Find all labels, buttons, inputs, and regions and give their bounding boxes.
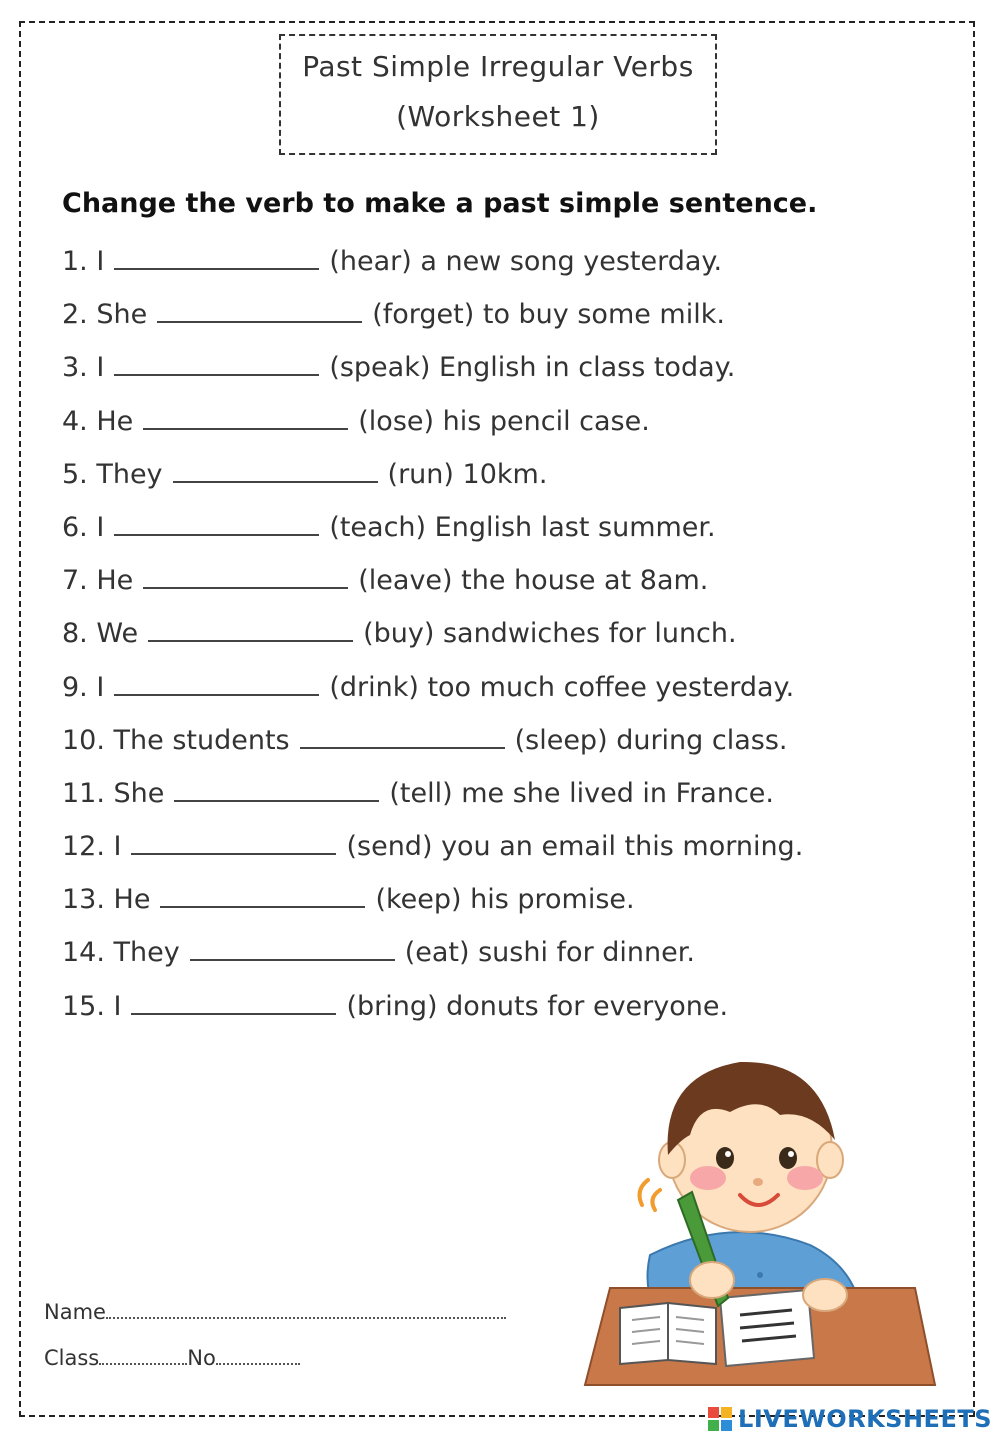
question-prefix: 11. She (62, 777, 165, 809)
logo-blocks-icon (708, 1407, 734, 1431)
answer-blank[interactable] (114, 246, 319, 270)
question-suffix: (hear) a new song yesterday. (329, 246, 723, 277)
class-label: Class (44, 1346, 100, 1370)
question-prefix: 5. They (62, 458, 163, 490)
name-field[interactable] (106, 1297, 506, 1319)
question-suffix: (teach) English last summer. (329, 511, 716, 543)
question-suffix: (send) you an email this morning. (346, 831, 804, 863)
question-suffix: (bring) donuts for everyone. (346, 990, 729, 1022)
class-field[interactable] (99, 1343, 187, 1365)
number-field[interactable] (216, 1343, 300, 1365)
question-suffix: (eat) sushi for dinner. (404, 937, 695, 969)
open-book (620, 1303, 668, 1364)
question-prefix: 6. I (62, 511, 105, 543)
answer-blank[interactable] (143, 565, 348, 589)
question-prefix: 12. I (62, 831, 122, 863)
brand-name: LIVEWORKSHEETS (738, 1405, 992, 1433)
answer-blank[interactable] (160, 884, 365, 908)
answer-blank[interactable] (157, 299, 362, 323)
question-prefix: 3. I (62, 352, 105, 384)
boy-writing-illustration (580, 1040, 940, 1390)
question-item (62, 931, 803, 984)
question-item (62, 506, 803, 559)
answer-blank[interactable] (190, 937, 395, 961)
question-prefix: 14. They (62, 937, 180, 969)
paper-sheet (720, 1290, 814, 1366)
answer-blank[interactable] (300, 725, 505, 749)
answer-blank[interactable] (131, 991, 336, 1015)
question-item (62, 772, 803, 825)
question-prefix: 8. We (62, 618, 139, 650)
answer-blank[interactable] (114, 672, 319, 696)
question-item (62, 453, 803, 506)
answer-blank[interactable] (131, 831, 336, 855)
question-item (62, 612, 803, 665)
answer-blank[interactable] (114, 512, 319, 536)
question-item (62, 719, 803, 772)
student-info (44, 1295, 506, 1387)
question-suffix: (sleep) during class. (514, 724, 788, 756)
question-prefix: 7. He (62, 565, 134, 597)
title-box (279, 34, 717, 155)
question-item (62, 878, 803, 931)
liveworksheets-logo (708, 1401, 992, 1437)
question-suffix: (forget) to buy some milk. (372, 299, 725, 331)
answer-blank[interactable] (173, 459, 378, 483)
question-suffix: (run) 10km. (387, 458, 548, 490)
worksheet-title: Past Simple Irregular Verbs (302, 50, 694, 83)
answer-blank[interactable] (174, 778, 379, 802)
question-suffix: (buy) sandwiches for lunch. (363, 618, 737, 650)
question-prefix: 1. I (62, 246, 105, 277)
question-item (62, 240, 803, 293)
question-prefix: 13. He (62, 884, 151, 916)
question-suffix: (speak) English in class today. (329, 352, 736, 384)
question-prefix: 4. He (62, 405, 134, 437)
worksheet-subtitle: (Worksheet 1) (396, 100, 600, 133)
question-suffix: (leave) the house at 8am. (358, 565, 709, 597)
question-item (62, 559, 803, 612)
writing-hand (690, 1262, 734, 1298)
question-prefix: 10. The students (62, 724, 290, 756)
answer-blank[interactable] (114, 352, 319, 376)
answer-blank[interactable] (148, 618, 353, 642)
question-item (62, 666, 803, 719)
question-list (62, 240, 803, 1038)
question-suffix: (drink) too much coffee yesterday. (329, 671, 795, 703)
question-item (62, 346, 803, 399)
question-suffix: (lose) his pencil case. (358, 405, 650, 437)
resting-hand (803, 1279, 847, 1311)
question-prefix: 2. She (62, 299, 148, 331)
no-label: No (187, 1346, 216, 1370)
name-label: Name (44, 1300, 106, 1324)
question-item (62, 985, 803, 1038)
answer-blank[interactable] (143, 406, 348, 430)
question-item (62, 293, 803, 346)
question-prefix: 15. I (62, 990, 122, 1022)
question-prefix: 9. I (62, 671, 105, 703)
question-item (62, 400, 803, 453)
class-line (44, 1341, 506, 1387)
question-item (62, 825, 803, 878)
instruction-heading: Change the verb to make a past simple sentence. (62, 188, 818, 219)
name-line (44, 1295, 506, 1341)
question-suffix: (tell) me she lived in France. (389, 777, 774, 809)
question-suffix: (keep) his promise. (375, 884, 635, 916)
